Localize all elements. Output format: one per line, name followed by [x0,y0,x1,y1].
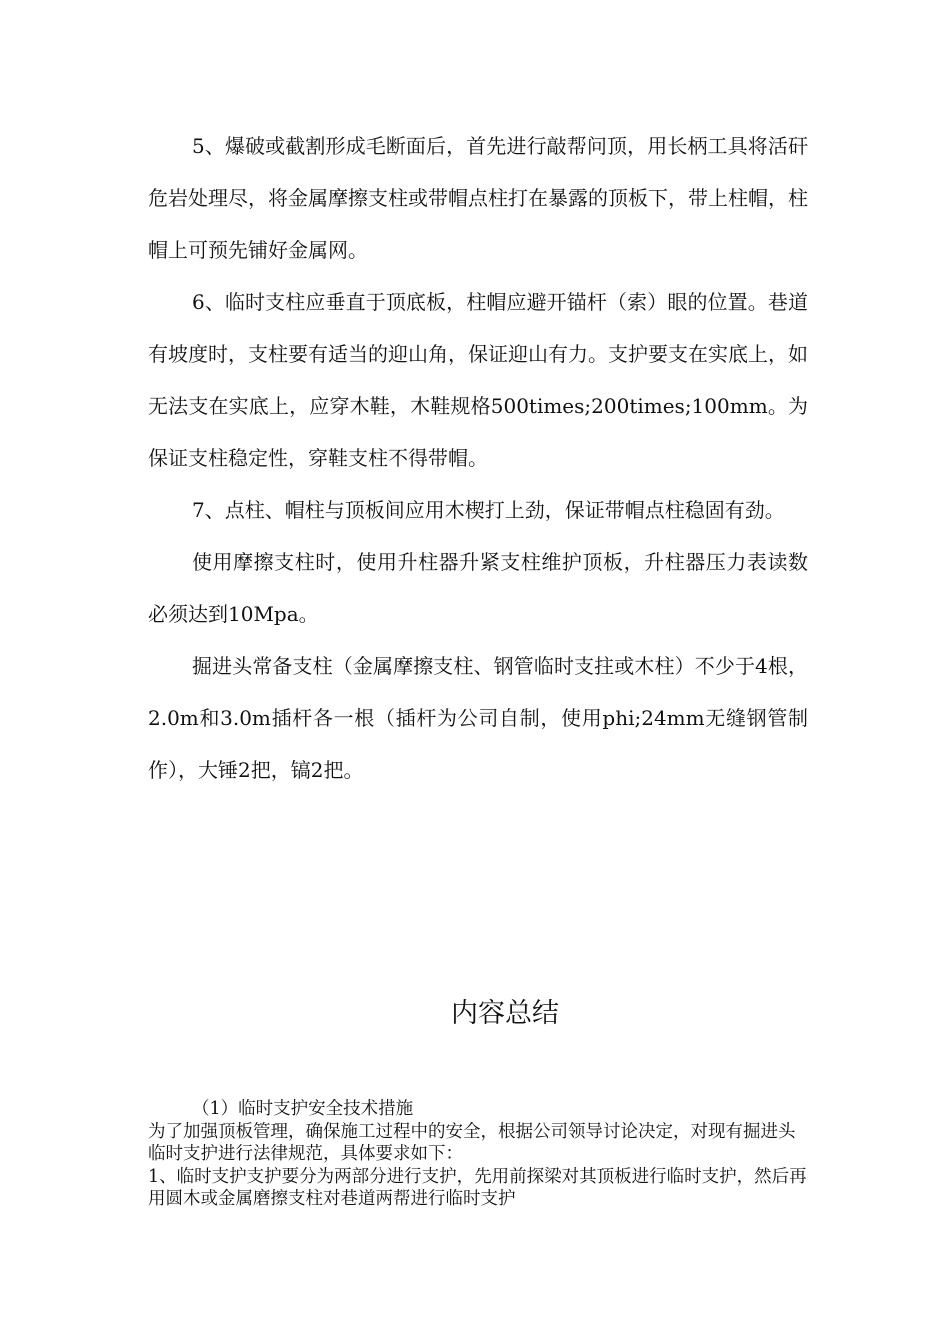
summary-intro: 为了加强顶板管理，确保施工过程中的安全，根据公司领导讨论决定，对现有掘进头临时支护进行法律规范，具体要求如下： [148,1121,796,1164]
summary-heading: （1）临时支护安全技术措施 [192,1099,414,1119]
paragraph-5: 5、爆破或截割形成毛断面后，首先进行敲帮问顶，用长柄工具将活矸危岩处理尽，将金属摩擦支柱或带帽点柱打在暴露的顶板下，带上柱帽，柱帽上可预先铺好金属网。 [148,134,808,262]
paragraph-7: 7、点柱、帽柱与顶板间应用木楔打上劲，保证带帽点柱稳固有劲。 [192,498,785,522]
body-text [148,120,808,796]
summary-item-1: 1、临时支护支护要分为两部分进行支护，先用前探梁对其顶板进行临时支护，然后再用圆木或金属磨擦支柱对巷道两帮进行临时支护 [148,1166,807,1209]
paragraph-6: 6、临时支柱应垂直于顶底板，柱帽应避开锚杆（索）眼的位置。巷道有坡度时，支柱要有适当的迎山角，保证迎山有力。支护要支在实底上，如无法支在实底上，应穿木鞋，木鞋规格500times;200times;100mm。为保证支柱稳定性，穿鞋支柱不得带帽。 [148,290,808,470]
paragraph-friction-props: 使用摩擦支柱时，使用升柱器升紧支柱维护顶板，升柱器压力表读数必须达到10Mpa。 [148,550,808,626]
summary-title: 内容总结 [451,998,559,1029]
paragraph-spare-props: 掘进头常备支柱（金属摩擦支柱、钢管临时支拄或木柱）不少于4根，2.0m和3.0m插杆各一根（插杆为公司自制，使用phi;24mm无缝钢管制作），大锤2把，镐2把。 [148,654,808,782]
summary-section [148,1098,808,1211]
